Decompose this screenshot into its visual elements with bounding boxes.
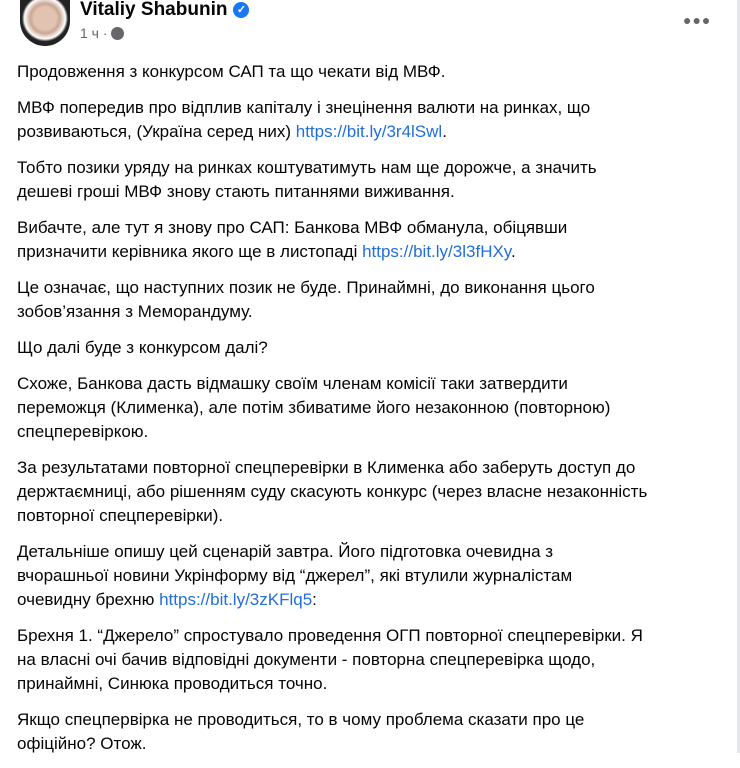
text-line: Тобто позики уряду на ринках коштуватимуть нам ще дорожче, а значить (17, 158, 597, 177)
globe-icon (111, 27, 124, 40)
post-meta (80, 25, 124, 41)
more-options-icon[interactable]: ●●● (683, 12, 712, 28)
post-paragraph (17, 216, 727, 264)
text-line: офіційно? Отож. (17, 734, 147, 753)
verified-badge-icon: ✓ (233, 2, 249, 18)
text-line: Продовження з конкурсом САП та що чекати від МВФ. (17, 62, 446, 81)
text-line: держтаємниці, або рішенням суду скасують конкурс (через власне незаконність (17, 482, 648, 501)
text-line: розвиваються, (Україна серед них) https://bit.ly/3r4lSwl. (17, 122, 447, 141)
text-line: зобов’язання з Меморандуму. (17, 302, 253, 321)
author-header (80, 0, 249, 21)
text-line: принаймні, Синюка проводиться точно. (17, 674, 328, 693)
text-line: Це означає, що наступних позик не буде. Принаймні, до виконання цього (17, 278, 595, 297)
avatar[interactable] (20, 0, 70, 46)
text-line: переможця (Клименка), але потім збиватиме його незаконною (повторною) (17, 398, 611, 417)
post-paragraph (17, 540, 727, 612)
text-line: очевидну брехню https://bit.ly/3zKFlq5: (17, 590, 317, 609)
text-line: на власні очі бачив відповідні документи - повторна спецперевірка щодо, (17, 650, 596, 669)
post-paragraph (17, 624, 727, 696)
author-name[interactable]: Vitaliy Shabunin (80, 0, 228, 20)
post-paragraph (17, 456, 727, 528)
text-line: Якщо спецпервірка не проводиться, то в чому проблема сказати про це (17, 710, 585, 729)
text-line: спецперевіркою. (17, 422, 149, 441)
text-line: Брехня 1. “Джерело” спростувало проведення ОГП повторної спецперевірки. Я (17, 626, 643, 645)
text-line: вчорашньої новини Укрінформу від “джерел”, які втулили журналістам (17, 566, 573, 585)
post-link[interactable]: https://bit.ly/3l3fHXy (362, 242, 512, 261)
post-paragraph (17, 708, 727, 756)
post-paragraph (17, 96, 727, 144)
text-line: МВФ попередив про відплив капіталу і знецінення валюти на ринках, що (17, 98, 591, 117)
post-paragraph (17, 276, 727, 324)
text-line: Вибачте, але тут я знову про САП: Банкова МВФ обманула, обіцявши (17, 218, 568, 237)
text-line: Що далі буде з конкурсом далі? (17, 338, 268, 357)
text-line: призначити керівника якого ще в листопаді https://bit.ly/3l3fHXy. (17, 242, 516, 261)
text-line: повторної спецперевірки). (17, 506, 224, 525)
post-paragraph (17, 336, 727, 360)
text-line: дешеві гроші МВФ знову стають питаннями виживання. (17, 182, 455, 201)
separator: · (102, 25, 108, 41)
post-paragraph (17, 156, 727, 204)
text-line: Детальніше опишу цей сценарій завтра. Його підготовка очевидна з (17, 542, 554, 561)
post-link[interactable]: https://bit.ly/3r4lSwl (295, 122, 443, 141)
text-line: Схоже, Банкова дасть відмашку своїм членам комісії таки затвердити (17, 374, 568, 393)
text-line: За результатами повторної спецперевірки в Клименка або заберуть доступ до (17, 458, 636, 477)
post-time[interactable]: 1 ч (80, 25, 99, 41)
post-paragraph (17, 60, 727, 84)
post-link[interactable]: https://bit.ly/3zKFlq5 (159, 590, 313, 609)
post-body (17, 60, 727, 768)
post-paragraph (17, 372, 727, 444)
